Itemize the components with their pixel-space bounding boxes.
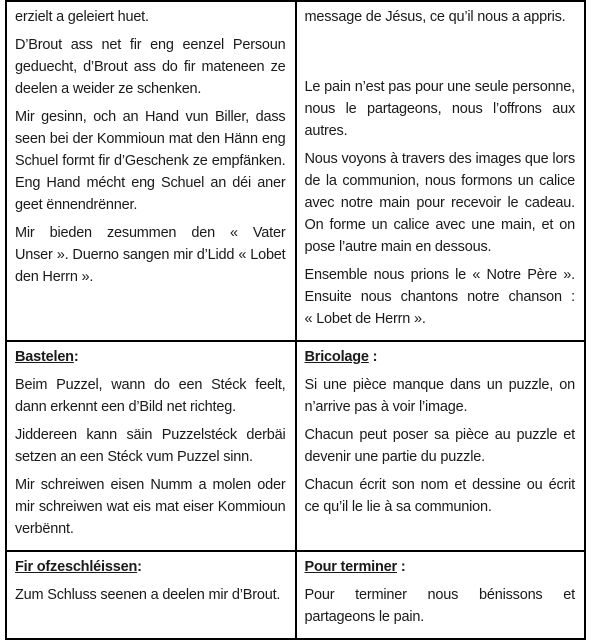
section-heading-text: Bastelen xyxy=(15,349,74,365)
paragraph: erzielt a geleiert huet. xyxy=(15,9,149,25)
cell-luxembourgish-bastelen xyxy=(6,341,296,551)
paragraph: Jiddereen kann säin Puzzelstéck derbäi setzen an een Stéck vum Puzzel sinn. xyxy=(15,427,286,465)
table-row xyxy=(6,341,585,551)
paragraph: Le pain n’est pas pour une seule personne, nous le partageons, nous l’offrons aux autres. xyxy=(304,79,575,139)
section-heading xyxy=(305,346,576,368)
section-heading xyxy=(305,556,576,578)
section-heading xyxy=(15,556,286,578)
paragraph: D’Brout ass net fir eng eenzel Persoun geduecht, d’Brout ass do fir mateneen ze deelen a weider ze schenken. xyxy=(15,37,286,97)
paragraph: Chacun peut poser sa pièce au puzzle et devenir une partie du puzzle. xyxy=(304,427,575,465)
section-heading xyxy=(15,346,286,368)
paragraph: Si une pièce manque dans un puzzle, on n’arrive pas à voir l’image. xyxy=(304,377,575,415)
paragraph-spacer xyxy=(305,34,576,70)
section-heading-colon: : xyxy=(368,349,378,365)
cell-french-closing xyxy=(296,551,586,639)
section-heading-colon: : xyxy=(137,559,142,575)
section-heading-colon: : xyxy=(396,559,406,575)
table-row xyxy=(6,1,585,341)
paragraph: Mir bieden zesummen den « Vater Unser ». Duerno sangen mir d’Lidd « Lobet den Herrn ». xyxy=(15,225,286,285)
cell-french-communion xyxy=(296,1,586,341)
paragraph: Mir gesinn, och an Hand vun Biller, dass seen bei der Kommioun mat den Hänn eng Schuel formt fir d’Geschenk ze empfänken. Eng Hand mécht eng Schuel an déi aner geet ënnendrënner. xyxy=(15,109,286,213)
paragraph: message de Jésus, ce qu’il nous a appris. xyxy=(304,9,566,25)
table-row xyxy=(6,551,585,639)
cell-french-bricolage xyxy=(296,341,586,551)
paragraph: Zum Schluss seenen a deelen mir d’Brout. xyxy=(15,587,281,603)
paragraph: Beim Puzzel, wann do een Stéck feelt, dann erkennt een d’Bild net richteg. xyxy=(15,377,286,415)
paragraph: Pour terminer nous bénissons et partageons le pain. xyxy=(304,587,575,625)
paragraph: Nous voyons à travers des images que lors de la communion, nous formons un calice avec notre main pour recevoir le cadeau. On forme un calice avec une main, et on pose l’autre main en dessous. xyxy=(304,151,575,255)
paragraph: Mir schreiwen eisen Numm a molen oder mir schreiwen wat eis mat eiser Kommioun verbënnt. xyxy=(15,477,286,537)
section-heading-colon: : xyxy=(73,349,79,365)
section-heading-text: Fir ofzeschléissen xyxy=(15,559,138,575)
cell-luxembourgish-communion xyxy=(6,1,296,341)
content-table xyxy=(5,0,586,640)
section-heading-text: Bricolage xyxy=(304,349,369,365)
section-heading-text: Pour terminer xyxy=(304,559,397,575)
content-table-body xyxy=(6,1,585,639)
cell-luxembourgish-closing xyxy=(6,551,296,639)
paragraph: Ensemble nous prions le « Notre Père ». Ensuite nous chantons notre chanson : « Lobet de Herrn ». xyxy=(304,267,575,327)
paragraph: Chacun écrit son nom et dessine ou écrit ce qu’il le lie à sa communion. xyxy=(304,477,575,515)
